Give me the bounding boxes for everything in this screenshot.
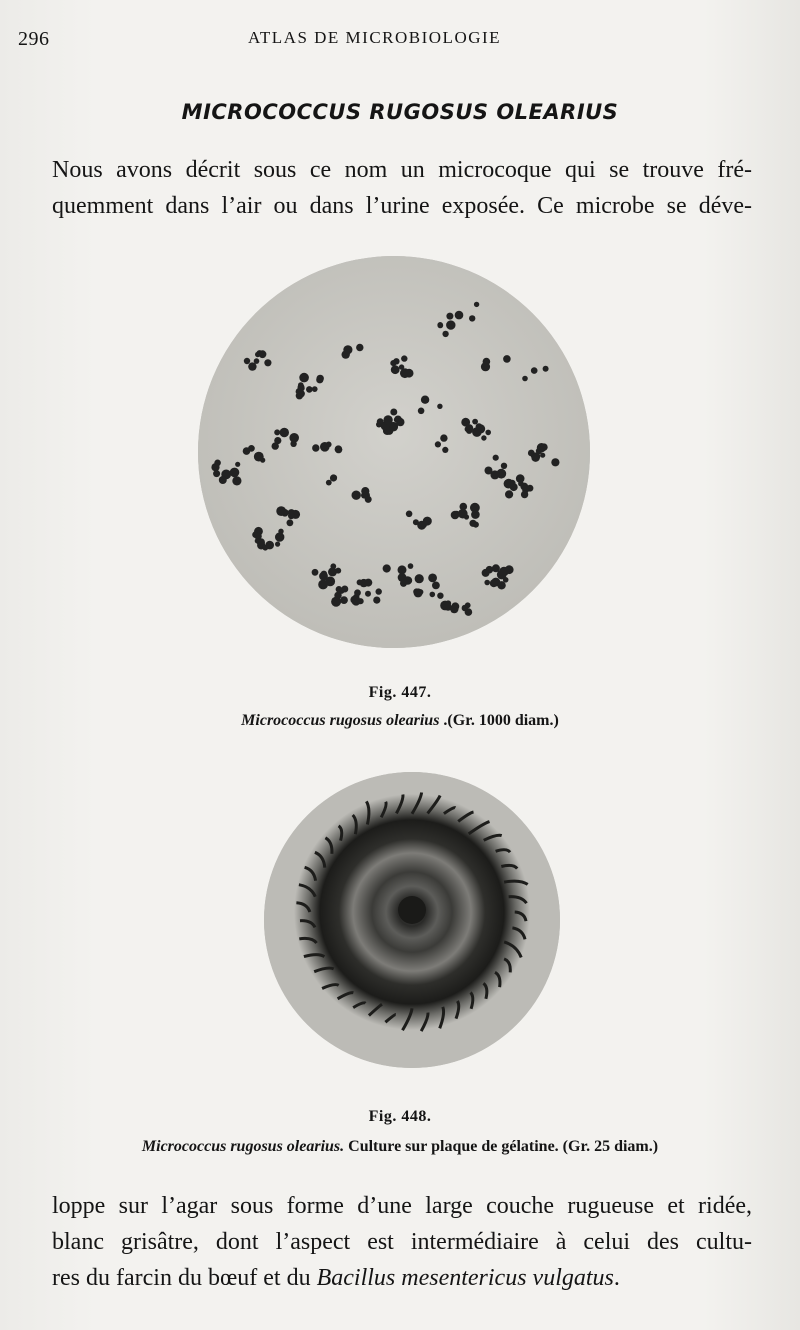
coccus-dot [408,563,414,569]
coccus-dot [504,479,514,489]
coccus-dot [440,601,450,611]
coccus-dot [365,591,371,597]
coccus-dot [298,382,304,388]
coccus-dot [383,427,391,435]
figure-447-caption [0,712,800,730]
coccus-dot [470,503,480,513]
coccus-dot [440,434,447,441]
paragraph-top [52,152,752,224]
paragraph-line: loppe sur l’agar sous forme d’une large couche rugueuse et ridée, [52,1193,752,1219]
coccus-dot [423,517,432,526]
coccus-dot [485,467,493,475]
coccus-dot [390,360,396,366]
cocci-clusters-illustration [198,256,590,648]
coccus-dot [265,541,274,550]
coccus-dot [213,470,220,477]
culture-plate-figure-448 [264,772,560,1068]
coccus-dot [442,447,448,453]
coccus-dot [482,569,490,577]
paragraph-line: Nous avons décrit sous ce nom un microcoque qui se trouve fré- [52,157,752,183]
coccus-dot [316,376,323,383]
coccus-dot [465,426,471,432]
coccus-dot [364,579,372,587]
coccus-dot [465,602,471,608]
figure-448-caption-rest: Culture sur plaque de gélatine. (Gr. 25 diam.) [344,1138,659,1155]
coccus-dot [446,320,455,329]
coccus-dot [255,352,260,357]
coccus-dot [343,345,352,354]
coccus-dot [461,418,470,427]
paragraph-line [52,1260,752,1296]
coccus-dot [521,491,528,498]
coccus-dot [518,481,524,487]
coccus-dot [531,367,538,374]
coccus-dot [287,519,294,526]
coccus-dot [406,511,413,518]
coccus-dot [474,302,479,307]
coccus-dot [377,418,384,425]
coccus-dot [540,445,545,450]
coccus-dot [276,506,286,516]
coccus-dot [531,454,539,462]
figure-448-label: Fig. 448. [368,1108,432,1125]
coccus-dot [275,542,280,547]
coccus-dot [469,520,476,527]
coccus-dot [390,409,397,416]
coccus-dot [405,369,414,378]
figure-448-caption-species: Micrococcus rugosus olearius. [141,1138,345,1155]
coccus-dot [312,444,319,451]
coccus-dot [350,596,358,604]
coccus-dot [391,365,400,374]
coccus-dot [340,596,348,604]
paragraph-line: blanc grisâtre, dont l’aspect est intermédiaire à celui des cultu- [52,1229,752,1255]
coccus-dot [401,355,407,361]
coccus-dot [540,453,545,458]
coccus-dot [280,428,289,437]
coccus-dot [503,355,511,363]
coccus-dot [505,490,513,498]
coccus-dot [481,435,486,440]
paragraph-line: quemment dans l’air ou dans l’urine exposée. Ce microbe se déve- [52,193,752,219]
coccus-dot [399,364,404,369]
coccus-dot [211,463,219,471]
coccus-dot [255,538,260,543]
coccus-dot [415,574,424,583]
coccus-dot [497,581,505,589]
coccus-dot [264,359,271,366]
coccus-dot [413,519,419,525]
coccus-dot [336,586,343,593]
coccus-dot [312,569,319,576]
coccus-dot [254,452,264,462]
coccus-dot [458,509,468,519]
coccus-dot [272,442,279,449]
coccus-dot [335,446,342,453]
figure-447-caption-species: Micrococcus rugosus olearius [241,712,440,729]
coccus-dot [543,366,549,372]
coccus-dot [485,430,491,436]
coccus-dot [275,532,284,541]
coccus-dot [446,313,453,320]
coccus-dot [442,331,448,337]
page-header [18,28,782,56]
coccus-dot [376,588,382,594]
coccus-dot [248,362,256,370]
coccus-dot [469,315,475,321]
coccus-dot [321,571,327,577]
coccus-dot [383,415,392,424]
paragraph-text: res du farcin du bœuf et du [52,1265,317,1291]
coccus-dot [432,582,440,590]
coccus-dot [290,441,296,447]
coccus-dot [288,513,294,519]
paragraph-bottom [52,1188,752,1296]
coccus-dot [490,579,498,587]
coccus-dot [383,564,391,572]
coccus-dot [493,455,499,461]
coccus-dot [472,419,478,425]
coccus-dot [326,442,332,448]
coccus-dot [451,511,460,520]
coccus-dot [326,480,332,486]
coccus-dot [230,468,240,478]
coccus-dot [428,574,437,583]
gelatin-culture-illustration [264,772,560,1068]
paragraph-text: . [613,1265,620,1291]
coccus-dot [414,588,423,597]
coccus-dot [437,593,443,599]
coccus-dot [373,597,380,604]
figure-448-caption [0,1138,800,1156]
coccus-dot [418,408,425,415]
coccus-dot [352,491,361,500]
coccus-dot [501,463,507,469]
coccus-dot [483,358,491,366]
coccus-dot [421,396,429,404]
coccus-dot [354,589,361,596]
coccus-dot [219,476,227,484]
coccus-dot [299,373,309,383]
coccus-dot [551,458,559,466]
coccus-dot [274,429,280,435]
coccus-dot [328,567,337,576]
coccus-dot [312,386,318,392]
coccus-dot [235,462,240,467]
coccus-dot [243,447,251,455]
coccus-dot [396,418,404,426]
coccus-dot [435,441,441,447]
coccus-dot [484,580,490,586]
coccus-dot [505,565,514,574]
coccus-dot [361,487,369,495]
coccus-dot [306,386,313,393]
species-name: Bacillus mesentericus vulgatus [316,1265,614,1291]
coccus-dot [403,576,412,585]
figure-447-caption-rest: .(Gr. 1000 diam.) [439,712,559,729]
coccus-dot [450,605,458,613]
coccus-dot [357,579,363,585]
coccus-dot [437,404,442,409]
coccus-dot [330,474,337,481]
coccus-dot [522,376,528,382]
coccus-dot [356,344,363,351]
coccus-dot [476,423,483,430]
figure-447-label: Fig. 447. [368,684,432,701]
section-title: MICROCOCCUS RUGOSUS OLEARIUS [181,100,619,124]
coccus-dot [244,358,250,364]
coccus-dot [430,592,436,598]
running-head: ATLAS DE MICROBIOLOGIE [248,28,502,47]
coccus-dot [398,565,407,574]
coccus-dot [232,476,241,485]
page-number: 296 [18,28,50,50]
microscope-field-figure-447 [198,256,590,648]
coccus-dot [437,323,443,329]
coccus-dot [455,311,464,320]
coccus-dot [318,580,328,590]
